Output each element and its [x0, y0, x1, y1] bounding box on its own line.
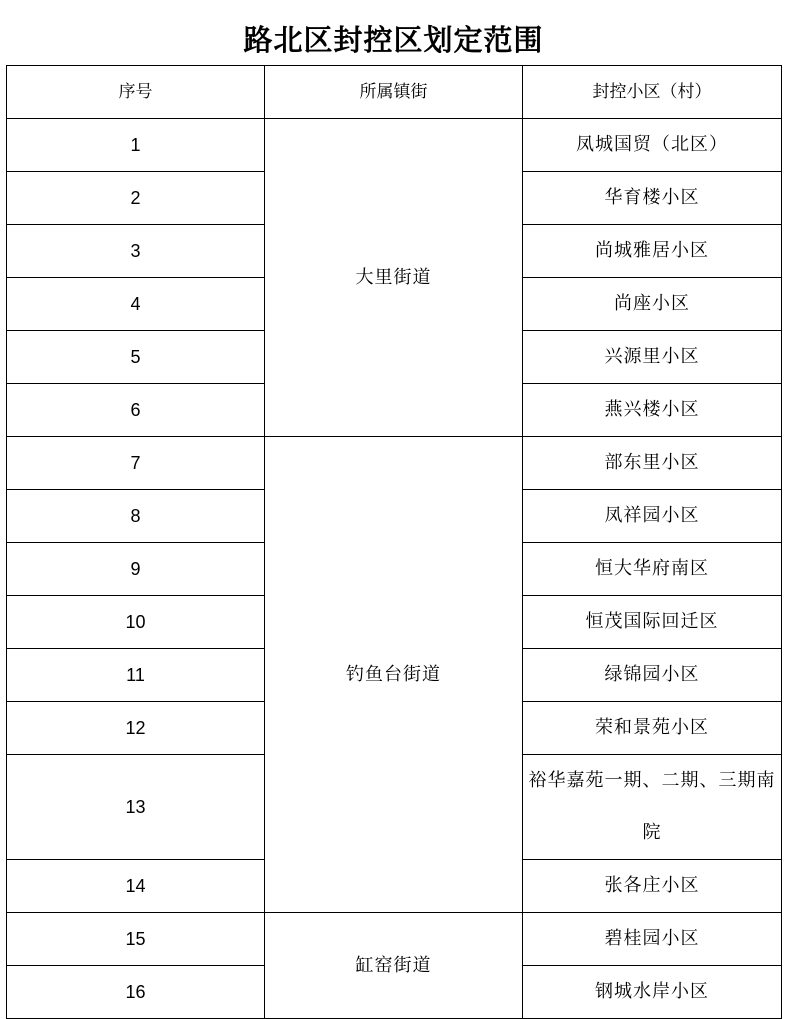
area-cell: 裕华嘉苑一期、二期、三期南院: [523, 755, 782, 860]
row-number: 16: [7, 966, 265, 1019]
lockdown-scope-table: [6, 65, 782, 1019]
row-number: 4: [7, 278, 265, 331]
row-number: 14: [7, 860, 265, 913]
page-title: 路北区封控区划定范围: [243, 23, 544, 57]
area-cell: 恒大华府南区: [523, 543, 782, 596]
area-cell: 凤城国贸（北区）: [523, 119, 782, 172]
row-number: 10: [7, 596, 265, 649]
row-number: 5: [7, 331, 265, 384]
area-cell: 张各庄小区: [523, 860, 782, 913]
area-cell: 部东里小区: [523, 437, 782, 490]
area-cell: 尚城雅居小区: [523, 225, 782, 278]
header-number: 序号: [7, 66, 265, 119]
town-cell: 缸窑街道: [265, 913, 523, 1019]
header-town: 所属镇街: [265, 66, 523, 119]
table-row: [7, 437, 782, 490]
table-row: [7, 913, 782, 966]
row-number: 3: [7, 225, 265, 278]
area-cell: 燕兴楼小区: [523, 384, 782, 437]
town-cell: 大里街道: [265, 119, 523, 437]
row-number: 6: [7, 384, 265, 437]
area-cell: 尚座小区: [523, 278, 782, 331]
row-number: 15: [7, 913, 265, 966]
area-cell: 钢城水岸小区: [523, 966, 782, 1019]
area-cell: 绿锦园小区: [523, 649, 782, 702]
row-number: 7: [7, 437, 265, 490]
row-number: 12: [7, 702, 265, 755]
area-cell: 荣和景苑小区: [523, 702, 782, 755]
row-number: 9: [7, 543, 265, 596]
table-row: [7, 119, 782, 172]
area-cell: 兴源里小区: [523, 331, 782, 384]
area-cell: 恒茂国际回迁区: [523, 596, 782, 649]
area-cell: 凤祥园小区: [523, 490, 782, 543]
header-area: 封控小区（村）: [523, 66, 782, 119]
area-cell: 华育楼小区: [523, 172, 782, 225]
area-cell: 碧桂园小区: [523, 913, 782, 966]
row-number: 8: [7, 490, 265, 543]
row-number: 13: [7, 755, 265, 860]
row-number: 11: [7, 649, 265, 702]
row-number: 1: [7, 119, 265, 172]
table-header-row: [7, 66, 782, 119]
town-cell: 钓鱼台街道: [265, 437, 523, 913]
row-number: 2: [7, 172, 265, 225]
